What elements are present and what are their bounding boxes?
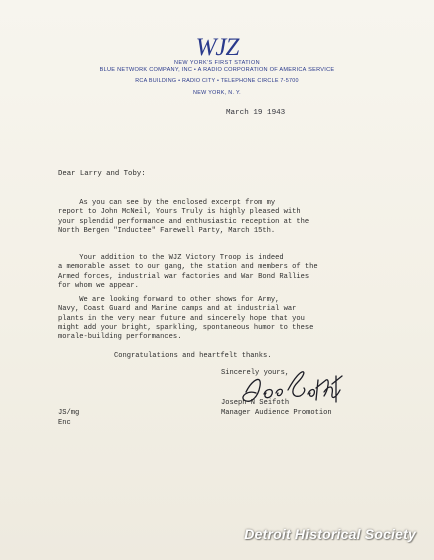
wjz-logo: WJZ [195,34,239,61]
body-paragraph-3: We are looking forward to other shows for Army, Navy, Coast Guard and Marine camps and at industrial war plants in the very near future and sincerely hope that you might add your bright, sparkling, spontaneous humor to these morale-building performances. [58,296,314,342]
handwritten-signature [232,360,352,416]
letterhead-company: BLUE NETWORK COMPANY, INC • A RADIO CORPORATION OF AMERICA SERVICE [99,67,335,73]
salutation: Dear Larry and Toby: [58,170,146,178]
signer-name: Joseph N Seifoth [221,399,290,407]
closing: Sincerely yours, [221,369,290,377]
body-paragraph-2: Your addition to the WJZ Victory Troop is indeed a memorable asset to our gang, the station and members of the Armed forces, industrial war factories and War Bond Rallies for whom we appear. [58,254,318,290]
letterhead-address: RCA BUILDING • RADIO CITY • TELEPHONE CIRCLE 7-5700 [135,78,299,84]
enclosure-note: Enc [58,419,71,427]
letter-date: March 19 1943 [226,109,286,117]
signer-title: Manager Audience Promotion [221,409,332,417]
congratulations-line: Congratulations and heartfelt thanks. [114,352,272,360]
letterhead-city: NEW YORK, N. Y. [193,90,241,96]
logo-subtitle: NEW YORK'S FIRST STATION [173,60,261,66]
typist-initials: JS/mg [58,409,80,417]
watermark: Detroit Historical Society [244,526,416,542]
body-paragraph-1: As you can see by the enclosed excerpt from my report to John McNeil, Yours Truly is highly pleased with your splendid performance and enthusiastic reception at the North Bergen "Inductee" Farewell Party, March 15th. [58,199,310,235]
letterhead-logo [0,34,434,64]
